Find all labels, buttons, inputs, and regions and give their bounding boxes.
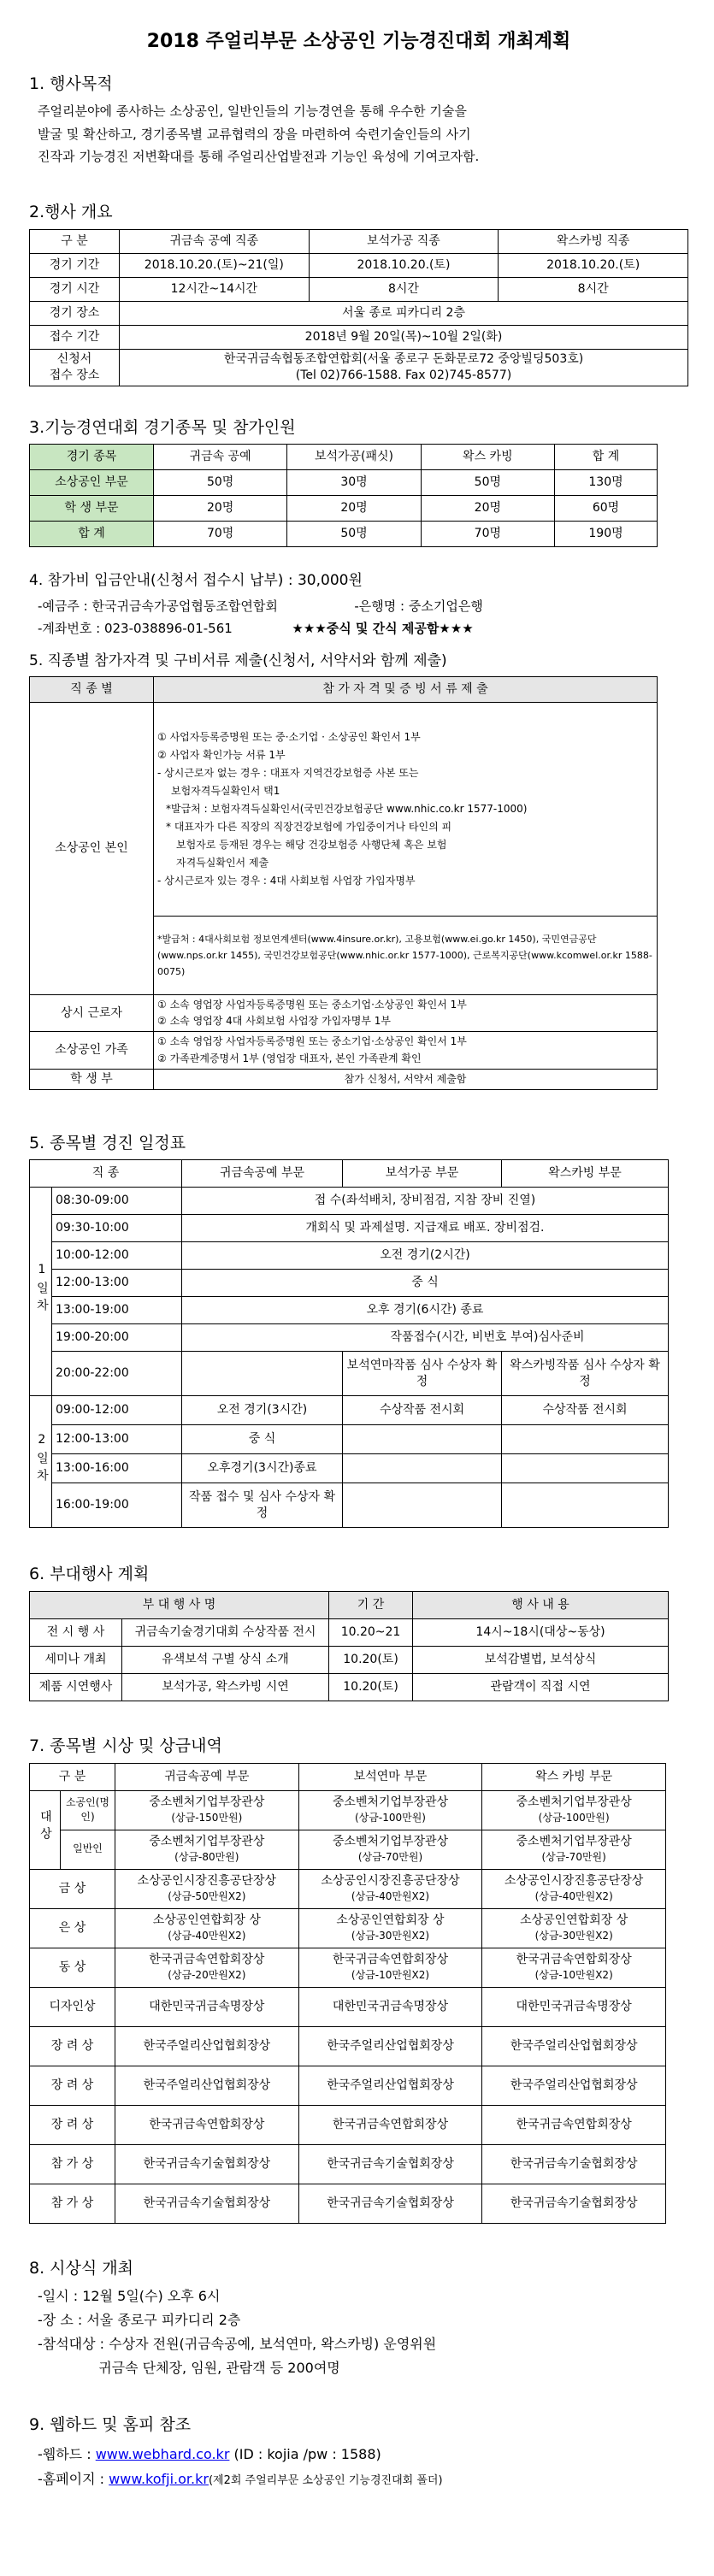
day-label (30, 1188, 52, 1396)
award-prize: (상금-40만원X2) (351, 1889, 430, 1902)
table-header: 보석연마 부문 (298, 1763, 482, 1790)
section-heading: 1. 행사목적 (29, 74, 113, 93)
fee-account: -계좌번호 : 023-038896-01-561 (38, 620, 233, 636)
table-header: 귀금속공예 부문 (182, 1160, 343, 1188)
qual-line: - 상시근로자 있는 경우 : 4대 사회보험 사업장 가입자명부 (157, 875, 416, 887)
section-heading: 7. 종목별 시상 및 상금내역 (29, 1736, 222, 1755)
table-cell: 190명 (555, 522, 658, 547)
schedule-cell: 오전 경기(2시간) (182, 1242, 669, 1270)
award-label: 참 가 상 (30, 2184, 115, 2223)
award-cell: 한국귀금속기술협회장상 (298, 2184, 482, 2223)
time-cell: 20:00-22:00 (52, 1352, 182, 1396)
table-cell: 2018년 9월 20일(목)~10월 2일(화) (120, 325, 688, 349)
time-cell: 13:00-16:00 (52, 1454, 182, 1483)
award-cell (482, 1830, 666, 1869)
award-prize: (상금-20만원X2) (168, 1968, 246, 1981)
award-cell: 한국주얼리산업협회장상 (482, 2066, 666, 2105)
table-header: 보석가공(패싯) (287, 445, 421, 470)
table-cell: 2018.10.20.(토)~21(일) (120, 253, 310, 277)
award-name: 중소벤처기업부장관상 (332, 1834, 449, 1848)
award-cell (115, 1790, 299, 1830)
table-cell: 경기 시간 (30, 277, 120, 301)
schedule-cell (343, 1454, 502, 1483)
table-header: 왁스 카빙 부문 (482, 1763, 666, 1790)
fee-meal-notice: ★★★중식 및 간식 제공함★★★ (292, 620, 474, 636)
award-name: 한국귀금속연합회장상 (332, 1952, 449, 1966)
table-header: 참 가 자 격 및 증 빙 서 류 제 출 (154, 677, 658, 703)
table-cell: 소상공인 본인 (30, 703, 154, 995)
awards-table (29, 1763, 666, 2224)
time-cell: 12:00-13:00 (52, 1270, 182, 1297)
award-cell: 한국귀금속기술협회장상 (115, 2184, 299, 2223)
table-cell: 보석감별법, 보석상식 (413, 1646, 669, 1673)
time-cell: 13:00-19:00 (52, 1297, 182, 1324)
award-cell (482, 1948, 666, 1987)
schedule-cell (502, 1454, 669, 1483)
award-group-label (30, 1790, 61, 1869)
section-purpose (29, 74, 688, 168)
table-header: 왁스카빙 직종 (499, 229, 688, 253)
table-cell: 60명 (555, 496, 658, 522)
award-label: 참 가 상 (30, 2144, 115, 2184)
table-cell: 70명 (154, 522, 287, 547)
homepage-line (38, 2467, 688, 2492)
table-header: 구 분 (30, 1763, 115, 1790)
schedule-cell: 오전 경기(3시간) (182, 1396, 343, 1425)
schedule-cell (343, 1483, 502, 1528)
webhard-credentials: (ID : kojia /pw : 1588) (229, 2445, 381, 2462)
section-ceremony (29, 2258, 688, 2381)
table-cell: 서울 종로 피카디리 2층 (120, 301, 688, 325)
qual-line: *발급처 : 보험자격득실확인서(국민건강보험공단 www.nhic.co.kr 1577-1000) (166, 803, 528, 816)
award-name: 중소벤처기업부장관상 (149, 1795, 265, 1809)
award-cell (115, 1869, 299, 1908)
ceremony-line: -장 소 : 서울 종로구 피카디리 2층 (38, 2312, 241, 2329)
table-cell: 경기 장소 (30, 301, 120, 325)
award-name: 중소벤처기업부장관상 (516, 1834, 632, 1848)
fee-bank: -은행명 : 중소기업은행 (354, 598, 483, 615)
table-header: 직 종 별 (30, 677, 154, 703)
section-heading: 4. 참가비 입금안내(신청서 접수시 납부) : 30,000원 (29, 572, 363, 590)
apply-label: 신청서 (56, 351, 92, 366)
table-header: 보석가공 직종 (309, 229, 499, 253)
table-header: 구 분 (30, 229, 120, 253)
table-cell: 학 생 부문 (30, 496, 154, 522)
document-title: 2018 주얼리부문 소상공인 기능경진대회 개최계획 (146, 31, 571, 52)
table-cell: 12시간~14시간 (120, 277, 310, 301)
section-fee (29, 571, 688, 640)
award-sub-label: 일반인 (61, 1830, 115, 1869)
table-cell: 세미나 개최 (30, 1646, 122, 1673)
purpose-line: 진작과 기능경진 저변확대를 통해 주얼리산업발전과 기능인 육성에 기여코자함. (38, 148, 480, 164)
time-cell: 09:00-12:00 (52, 1396, 182, 1425)
section-participants (29, 417, 688, 548)
award-cell (298, 1908, 482, 1948)
award-name: 중소벤처기업부장관상 (149, 1834, 265, 1848)
award-label: 장 려 상 (30, 2026, 115, 2066)
award-cell: 한국주얼리산업협회장상 (298, 2026, 482, 2066)
award-cell (115, 1830, 299, 1869)
table-cell: 30명 (287, 470, 421, 496)
purpose-line: 주얼리분야에 종사하는 소상공인, 일반인들의 기능경연을 통해 우수한 기술을 (38, 103, 467, 120)
table-cell: 제품 시연행사 (30, 1673, 122, 1701)
table-cell: 14시~18시(대상~동상) (413, 1618, 669, 1646)
award-label: 동 상 (30, 1948, 115, 1987)
table-header: 왁스카빙 부문 (502, 1160, 669, 1188)
table-cell: 20명 (154, 496, 287, 522)
award-prize: (상금-40만원X2) (168, 1929, 246, 1942)
schedule-cell: 개회식 및 과제설명. 지급재료 배포. 장비점검. (182, 1215, 669, 1242)
day-label-text: 1일차 (34, 1262, 49, 1316)
table-cell: 보석가공, 왁스카빙 시연 (122, 1673, 329, 1701)
award-name: 소상공인시장진흥공단장상 (505, 1873, 644, 1888)
apply-label: 접수 장소 (49, 368, 100, 382)
award-name: 중소벤처기업부장관상 (516, 1795, 632, 1809)
schedule-cell: 작품 접수 및 심사 수상자 확정 (182, 1483, 343, 1528)
section-heading: 9. 웹하드 및 홈피 참조 (29, 2415, 192, 2435)
award-prize: (상금-80만원) (174, 1850, 239, 1863)
award-prize: (상금-50만원X2) (168, 1889, 246, 1902)
award-cell (482, 1790, 666, 1830)
table-cell: 10.20~21 (329, 1618, 413, 1646)
section-heading: 5. 직종별 참가자격 및 구비서류 제출(신청서, 서약서와 함께 제출) (29, 652, 447, 670)
award-cell: 한국주얼리산업협회장상 (298, 2066, 482, 2105)
award-cell: 한국귀금속기술협회장상 (482, 2144, 666, 2184)
table-cell: 소상공인 부문 (30, 470, 154, 496)
award-cell: 대한민국귀금속명장상 (298, 1987, 482, 2026)
table-header: 부 대 행 사 명 (30, 1591, 329, 1618)
homepage-label: -홈페이지 : (38, 2471, 109, 2488)
award-cell (298, 1948, 482, 1987)
schedule-cell: 접 수(좌석배치, 장비점검, 지참 장비 진열) (182, 1188, 669, 1215)
table-cell: 10.20(토) (329, 1673, 413, 1701)
schedule-cell: 수상작품 전시회 (343, 1396, 502, 1425)
table-cell: 70명 (421, 522, 554, 547)
schedule-cell: 오후경기(3시간)종료 (182, 1454, 343, 1483)
award-label: 디자인상 (30, 1987, 115, 2026)
award-label: 장 려 상 (30, 2066, 115, 2105)
award-cell: 한국귀금속기술협회장상 (298, 2144, 482, 2184)
side-events-table (29, 1591, 669, 1701)
award-name: 한국귀금속연합회장상 (149, 1952, 265, 1966)
table-cell: 경기 기간 (30, 253, 120, 277)
award-cell: 한국주얼리산업협회장상 (115, 2026, 299, 2066)
day-label-text: 2일차 (34, 1432, 49, 1486)
time-cell: 09:30-10:00 (52, 1215, 182, 1242)
table-header: 행 사 내 용 (413, 1591, 669, 1618)
fee-holder: -예금주 : 한국귀금속가공업협동조합연합회 (38, 598, 278, 615)
award-label: 은 상 (30, 1908, 115, 1948)
table-cell: 2018.10.20.(토) (499, 253, 688, 277)
time-cell: 16:00-19:00 (52, 1483, 182, 1528)
award-cell (482, 1869, 666, 1908)
qual-line: ① 사업자등록증명원 또는 중·소기업 · 소상공인 확인서 1부 (157, 731, 421, 744)
ceremony-line: -참석대상 : 수상자 전원(귀금속공예, 보석연마, 왁스카빙) 운영위원 (38, 2336, 437, 2353)
award-prize: (상금-150만원) (171, 1811, 243, 1824)
section-qualifications (29, 651, 688, 1090)
award-label: 장 려 상 (30, 2105, 115, 2144)
schedule-cell: 수상작품 전시회 (502, 1396, 669, 1425)
table-cell: 귀금속기술경기대회 수상작품 전시 (122, 1618, 329, 1646)
qual-line: * 대표자가 다른 직장의 직장건강보험에 가입중이거나 타인의 피 (166, 821, 452, 834)
award-group-text: 대상 (38, 1810, 52, 1845)
overview-table (29, 229, 688, 386)
award-cell (115, 1948, 299, 1987)
apply-contact: (Tel 02)766-1588. Fax 02)745-8577) (295, 368, 512, 382)
table-cell: 8시간 (309, 277, 499, 301)
award-prize: (상금-30만원X2) (534, 1929, 613, 1942)
table-cell (154, 995, 658, 1032)
schedule-cell: 중 식 (182, 1425, 343, 1454)
section-heading: 6. 부대행사 계획 (29, 1565, 150, 1584)
award-name: 소상공인연합회장 상 (520, 1913, 628, 1927)
qualifications-table (29, 676, 658, 1090)
section-overview (29, 202, 688, 386)
schedule-cell (502, 1483, 669, 1528)
webhard-label: -웹하드 : (38, 2445, 96, 2462)
schedule-cell (343, 1425, 502, 1454)
table-cell: 상시 근로자 (30, 995, 154, 1032)
ceremony-line: -일시 : 12월 5일(수) 오후 6시 (38, 2288, 221, 2305)
table-header: 직 종 (30, 1160, 182, 1188)
schedule-cell: 작품접수(시간, 비번호 부여)심사준비 (182, 1324, 669, 1352)
award-cell: 대한민국귀금속명장상 (482, 1987, 666, 2026)
award-sub-label: 소공인(명인) (61, 1790, 115, 1830)
table-cell: 50명 (421, 470, 554, 496)
award-cell: 대한민국귀금속명장상 (115, 1987, 299, 2026)
schedule-cell (182, 1352, 343, 1396)
qual-line: ② 가족관계증명서 1부 (영업장 대표자, 본인 가족관계 확인 (157, 1052, 422, 1064)
qual-line: ① 소속 영업장 사업자등록증명원 또는 중소기업·소상공인 확인서 1부 (157, 999, 467, 1011)
qual-line: - 상시근로자 없는 경우 : 대표자 지역건강보험증 사본 또는 (157, 767, 419, 780)
table-cell: 합 계 (30, 522, 154, 547)
table-cell: 50명 (154, 470, 287, 496)
ceremony-line: 귀금속 단체장, 임원, 관람객 등 200여명 (38, 2360, 340, 2377)
table-cell: 접수 기간 (30, 325, 120, 349)
table-cell: 50명 (287, 522, 421, 547)
qual-line: ① 소속 영업장 사업자등록증명원 또는 중소기업·소상공인 확인서 1부 (157, 1035, 467, 1048)
schedule-cell: 중 식 (182, 1270, 669, 1297)
table-cell: 10.20(토) (329, 1646, 413, 1673)
time-cell: 12:00-13:00 (52, 1425, 182, 1454)
award-prize: (상금-10만원X2) (534, 1968, 613, 1981)
award-cell (298, 1790, 482, 1830)
award-prize: (상금-30만원X2) (351, 1929, 430, 1942)
table-header: 귀금속공예 부문 (115, 1763, 299, 1790)
section-schedule (29, 1133, 688, 1529)
award-name: 중소벤처기업부장관상 (332, 1795, 449, 1809)
award-cell (115, 1908, 299, 1948)
award-name: 소상공인시장진흥공단장상 (321, 1873, 460, 1888)
award-name: 소상공인연합회장 상 (336, 1913, 445, 1927)
table-cell: 소상공인 가족 (30, 1032, 154, 1069)
section-heading: 3.기능경연대회 경기종목 및 참가인원 (29, 417, 296, 437)
section-webhard (29, 2414, 688, 2492)
table-header: 귀금속 공예 직종 (120, 229, 310, 253)
award-prize: (상금-70만원) (541, 1850, 606, 1863)
day-label (30, 1396, 52, 1528)
table-cell: 학 생 부 (30, 1069, 154, 1089)
table-cell (30, 349, 120, 386)
time-cell: 19:00-20:00 (52, 1324, 182, 1352)
fee-line (38, 618, 688, 640)
table-cell: 20명 (421, 496, 554, 522)
table-cell: 전 시 행 사 (30, 1618, 122, 1646)
award-name: 한국귀금속연합회장상 (516, 1952, 632, 1966)
qual-line: 자격득실확인서 제출 (176, 857, 269, 869)
qual-line: 보험자로 등재된 경우는 해당 건강보험증 사행단체 혹은 보험 (176, 839, 447, 852)
table-header: 합 계 (555, 445, 658, 470)
section-heading: 2.행사 개요 (29, 203, 113, 222)
section-awards (29, 1736, 688, 2224)
table-header: 왁스 카빙 (421, 445, 554, 470)
table-cell: 관람객이 직접 시연 (413, 1673, 669, 1701)
table-cell (120, 349, 688, 386)
award-cell (298, 1830, 482, 1869)
purpose-line: 발굴 및 확산하고, 경기종목별 교류협력의 장을 마련하여 숙련기술인들의 사기 (38, 126, 471, 142)
section-heading: 8. 시상식 개최 (29, 2258, 133, 2278)
section-heading: 5. 종목별 경진 일정표 (29, 1133, 186, 1152)
table-cell: *발급처 : 4대사회보험 정보연계센터(www.4insure.or.kr), 고용보험(www.ei.go.kr 1450), 국민연금공단(www.nps.or.kr 1455), 국민건강보험공단(www.nhic.or.kr 1577-1000), 근로복지공단(www.kcomwel.or.kr 1588-0075) (154, 917, 658, 995)
participants-table (29, 444, 658, 547)
award-cell (298, 1869, 482, 1908)
webhard-line (38, 2442, 688, 2467)
table-header: 기 간 (329, 1591, 413, 1618)
table-cell (154, 703, 658, 917)
award-prize: (상금-70만원) (357, 1850, 423, 1863)
qual-line: ② 소속 영업장 4대 사회보험 사업장 가입자명부 1부 (157, 1015, 391, 1028)
table-cell: 참가 신청서, 서약서 제출함 (154, 1069, 658, 1089)
award-name: 소상공인연합회장 상 (152, 1913, 261, 1927)
table-header: 보석가공 부문 (343, 1160, 502, 1188)
award-cell: 한국귀금속기술협회장상 (482, 2184, 666, 2223)
schedule-table (29, 1159, 669, 1528)
schedule-cell: 왁스카빙작품 심사 수상자 확정 (502, 1352, 669, 1396)
award-prize: (상금-10만원X2) (351, 1968, 430, 1981)
award-prize: (상금-100만원) (538, 1811, 610, 1824)
table-cell: 2018.10.20.(토) (309, 253, 499, 277)
award-cell: 한국귀금속연합회장상 (115, 2105, 299, 2144)
award-cell (482, 1908, 666, 1948)
award-label: 금 상 (30, 1869, 115, 1908)
award-cell: 한국귀금속기술협회장상 (115, 2144, 299, 2184)
award-prize: (상금-100만원) (355, 1811, 426, 1824)
table-header: 경기 종목 (30, 445, 154, 470)
award-name: 소상공인시장진흥공단장상 (137, 1873, 276, 1888)
award-cell: 한국귀금속연합회장상 (482, 2105, 666, 2144)
time-cell: 08:30-09:00 (52, 1188, 182, 1215)
table-header: 귀금속 공예 (154, 445, 287, 470)
table-cell: 유색보석 구별 상식 소개 (122, 1646, 329, 1673)
time-cell: 10:00-12:00 (52, 1242, 182, 1270)
schedule-cell (502, 1425, 669, 1454)
table-cell (154, 1032, 658, 1069)
award-cell: 한국주얼리산업협회장상 (115, 2066, 299, 2105)
table-cell: 130명 (555, 470, 658, 496)
apply-address: 한국귀금속협동조합연합회(서울 종로구 돈화문로72 중앙빌딩503호) (223, 351, 584, 366)
table-cell: 8시간 (499, 277, 688, 301)
award-cell: 한국주얼리산업협회장상 (482, 2026, 666, 2066)
webhard-link[interactable]: www.webhard.co.kr (95, 2445, 230, 2462)
table-cell: 20명 (287, 496, 421, 522)
qual-line: 보험자격득실확인서 택1 (171, 785, 280, 798)
fee-line (38, 596, 688, 618)
award-prize: (상금-40만원X2) (534, 1889, 613, 1902)
award-cell: 한국귀금속연합회장상 (298, 2105, 482, 2144)
schedule-cell: 보석연마작품 심사 수상자 확정 (343, 1352, 502, 1396)
homepage-folder: (제2회 주얼리부문 소상공인 기능경진대회 폴더) (208, 2474, 443, 2488)
qual-line: ② 사업자 확인가능 서류 1부 (157, 749, 286, 762)
section-side-events (29, 1564, 688, 1701)
homepage-link[interactable]: www.kofji.or.kr (109, 2471, 209, 2488)
schedule-cell: 오후 경기(6시간) 종료 (182, 1297, 669, 1324)
